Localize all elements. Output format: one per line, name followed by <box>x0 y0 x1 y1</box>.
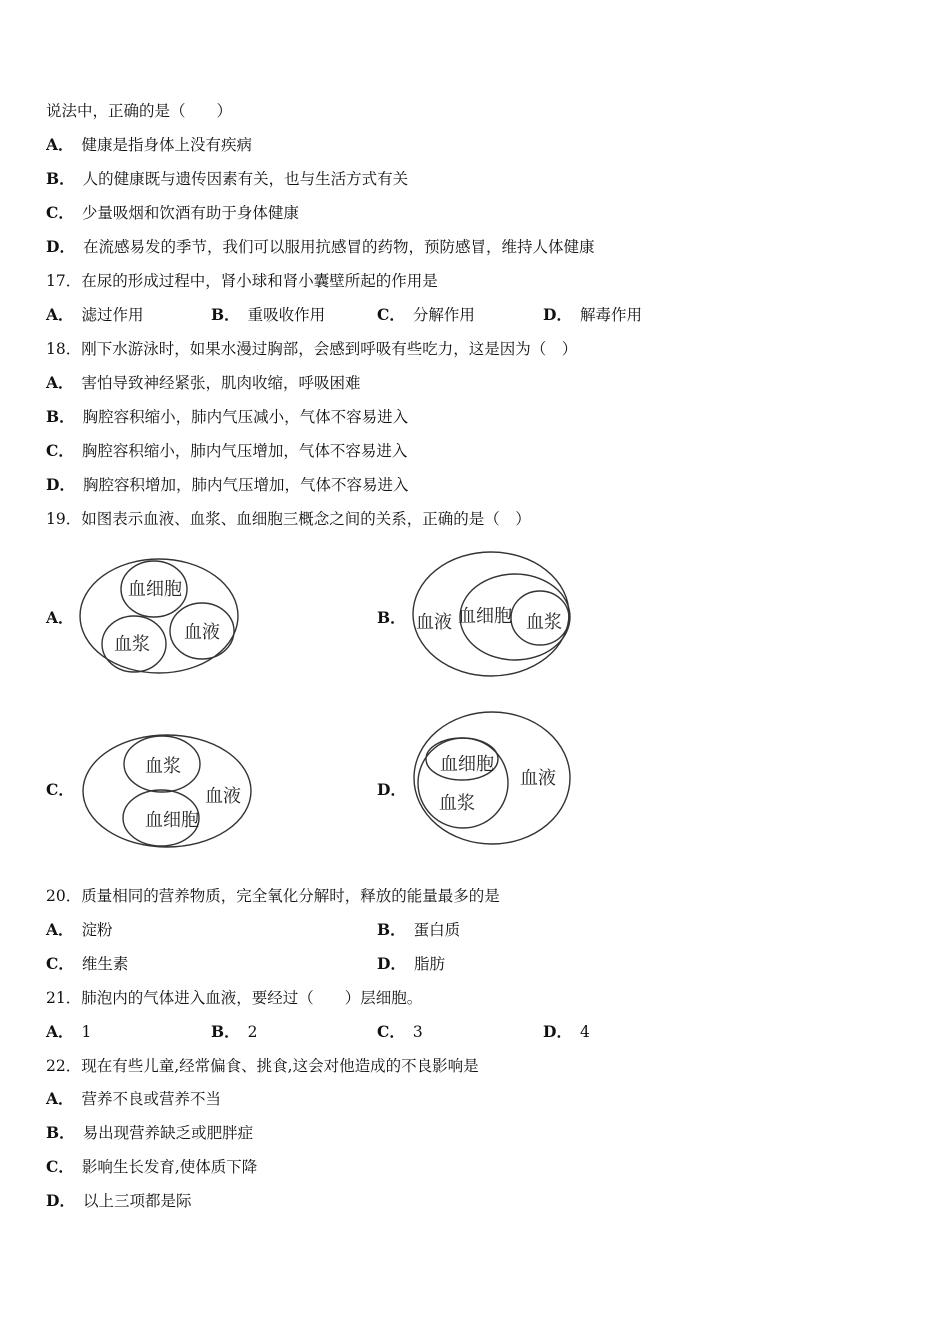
q19-diagram-a <box>75 552 250 682</box>
q19-diagram-b-letter: B． <box>377 608 406 627</box>
q21-option-a: A． 1 <box>46 1022 92 1041</box>
q19-b-label-1: 血液 <box>416 612 452 633</box>
q20-option-c: C． 维生素 <box>46 954 129 973</box>
q19-d-label-2: 血浆 <box>439 793 475 814</box>
q19-diagram-d <box>410 706 580 851</box>
q16-option-d: D． 在流感易发的季节，我们可以服用抗感冒的药物，预防感冒，维持人体健康 <box>46 237 595 256</box>
q22-option-c: C． 影响生长发育,使体质下降 <box>46 1157 258 1176</box>
q18-stem: 18．刚下水游泳时，如果水漫过胸部，会感到呼吸有些吃力，这是因为（ ） <box>46 340 578 358</box>
q19-c-label-2: 血细胞 <box>145 810 199 831</box>
q19-d-label-3: 血液 <box>520 768 556 789</box>
q17-stem: 17．在尿的形成过程中，肾小球和肾小囊壁所起的作用是 <box>46 272 438 290</box>
q16-stem: 说法中，正确的是（ ） <box>46 102 233 120</box>
q19-a-outer-ellipse <box>80 559 238 673</box>
q19-stem: 19．如图表示血液、血浆、血细胞三概念之间的关系，正确的是（ ） <box>46 510 531 528</box>
q17-option-d: D． 解毒作用 <box>543 305 642 324</box>
q19-diagram-a-letter: A． <box>46 608 74 627</box>
q19-diagram-d-letter: D． <box>377 780 406 799</box>
q18-option-c: C． 胸腔容积缩小，肺内气压增加，气体不容易进入 <box>46 441 408 460</box>
q17-option-c: C． 分解作用 <box>377 305 475 324</box>
q22-option-b: B． 易出现营养缺乏或肥胖症 <box>46 1123 254 1142</box>
q22-stem: 22．现在有些儿童,经常偏食、挑食,这会对他造成的不良影响是 <box>46 1057 479 1075</box>
q22-option-a: A． 营养不良或营养不当 <box>46 1089 222 1108</box>
q18-option-d: D． 胸腔容积增加，肺内气压增加，气体不容易进入 <box>46 475 409 494</box>
q21-option-c: C． 3 <box>377 1022 423 1041</box>
q21-option-d: D． 4 <box>543 1022 590 1041</box>
q20-stem: 20．质量相同的营养物质，完全氧化分解时，释放的能量最多的是 <box>46 887 500 905</box>
q20-option-a: A． 淀粉 <box>46 920 113 939</box>
q19-diagram-c <box>78 730 258 855</box>
q19-c-label-1: 血浆 <box>145 756 181 777</box>
q19-d-label-1: 血细胞 <box>440 754 494 775</box>
q19-diagram-c-letter: C． <box>46 780 74 799</box>
q19-d-middle-circle <box>418 738 508 828</box>
q19-a-label-1: 血细胞 <box>128 579 182 600</box>
q19-a-label-2: 血浆 <box>114 634 150 655</box>
q19-a-label-3: 血液 <box>184 622 220 643</box>
q19-b-label-3: 血浆 <box>526 612 562 633</box>
q19-diagram-b <box>405 546 580 681</box>
q21-stem: 21．肺泡内的气体进入血液，要经过（ ）层细胞。 <box>46 989 423 1007</box>
q16-option-a: A． 健康是指身体上没有疾病 <box>46 135 253 154</box>
q20-option-b: B． 蛋白质 <box>377 920 461 939</box>
q18-option-a: A． 害怕导致神经紧张，肌肉收缩，呼吸困难 <box>46 373 361 392</box>
q19-b-label-2: 血细胞 <box>458 606 512 627</box>
q16-option-c: C． 少量吸烟和饮酒有助于身体健康 <box>46 203 299 222</box>
q19-c-label-3: 血液 <box>205 786 241 807</box>
q17-option-b: B． 重吸收作用 <box>211 305 326 324</box>
q22-option-d: D． 以上三项都是际 <box>46 1191 192 1210</box>
q20-option-d: D． 脂肪 <box>377 954 445 973</box>
q17-option-a: A． 滤过作用 <box>46 305 144 324</box>
q21-option-b: B． 2 <box>211 1022 258 1041</box>
q16-option-b: B． 人的健康既与遗传因素有关，也与生活方式有关 <box>46 169 409 188</box>
q18-option-b: B． 胸腔容积缩小，肺内气压减小，气体不容易进入 <box>46 407 409 426</box>
